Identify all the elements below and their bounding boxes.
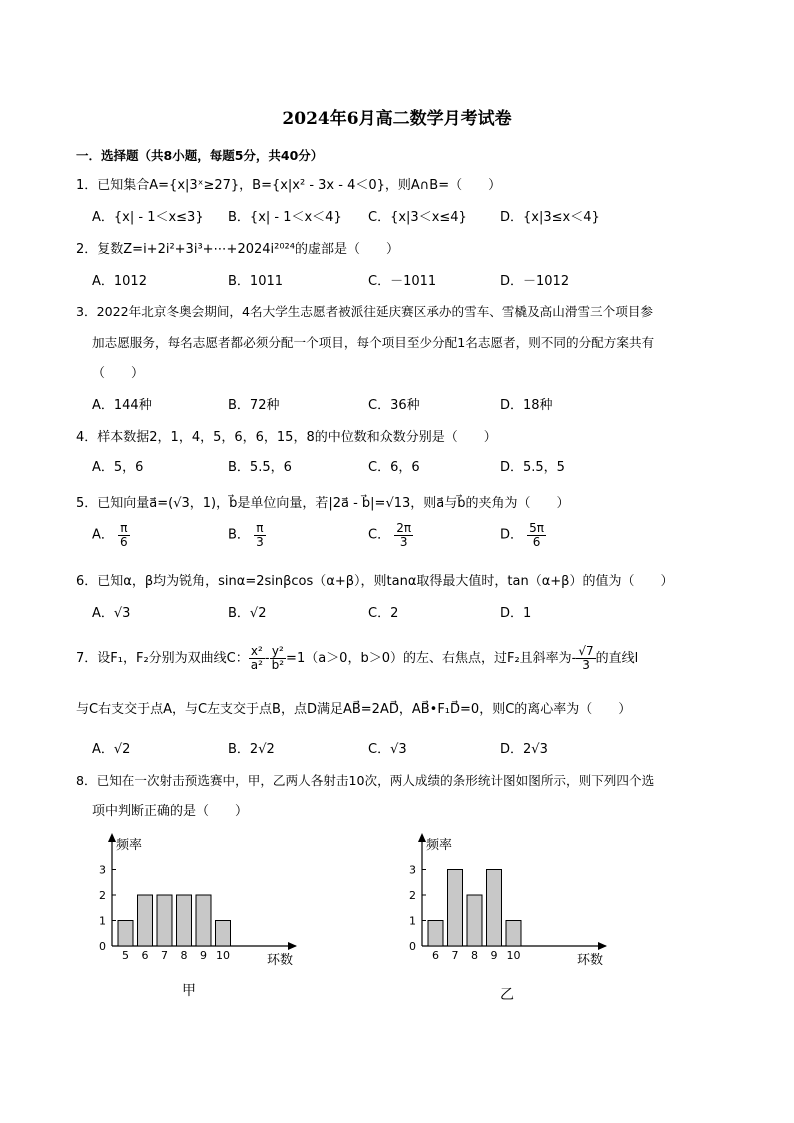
question-4-options — [92, 456, 712, 476]
option-c: C．6，6 — [368, 460, 420, 475]
option-d: D．－1012 — [500, 274, 570, 289]
numerator: 5π — [529, 521, 545, 535]
denominator: 3 — [399, 534, 408, 549]
option-a: A．√2 — [92, 742, 131, 757]
question-3-line1: 3．2022年北京冬奥会期间，4名大学生志愿者被派往延庆赛区承办的雪车、雪橇及高山滑雪三个项目参 — [76, 304, 654, 319]
option-d: D．2√3 — [500, 742, 548, 757]
question-7-line2: 与C右支交于点A，与C左支交于点B，点D满足AB⃗=2AD⃗，AB⃗•F₁D⃗=0，则C的离心率为（ ） — [76, 702, 632, 717]
option-a: A．5，6 — [92, 460, 144, 475]
q7-text-1: 7．设F₁，F₂分别为双曲线C： — [76, 651, 249, 666]
option-a: A．1012 — [92, 274, 147, 289]
numerator: π — [118, 522, 130, 536]
page-title: 2024年6月高二数学月考试卷 — [282, 109, 512, 129]
option-b: B．2√2 — [228, 742, 275, 757]
option-b: B．{x| - 1＜x＜4} — [228, 210, 342, 225]
bar-6 — [428, 921, 443, 947]
slope-sign: - — [571, 651, 577, 666]
x-tick-label: 6 — [141, 949, 149, 962]
bar-8 — [467, 895, 482, 946]
option-c — [368, 522, 413, 548]
y-tick-label: 0 — [409, 940, 416, 953]
x-tick-label: 8 — [180, 949, 188, 962]
x-tick-label: 6 — [432, 949, 439, 962]
option-letter: A． — [92, 527, 114, 543]
denominator: a² — [250, 658, 263, 672]
fraction — [118, 522, 130, 548]
x-axis-label: 环数 — [576, 953, 604, 968]
chart-yi-caption: 乙 — [500, 987, 514, 1003]
y-tick-label: 2 — [409, 889, 416, 902]
question-2-options — [92, 270, 712, 290]
option-letter: B． — [228, 527, 250, 543]
denominator: 3 — [582, 658, 590, 672]
question-7-line1 — [76, 642, 638, 676]
fraction — [254, 522, 266, 548]
y-axis-label: 频率 — [116, 838, 143, 853]
x-tick-label: 10 — [506, 949, 521, 962]
q7-text-2: =1（a＞0，b＞0）的左、右焦点，过F₂且斜率为 — [286, 651, 572, 666]
fraction-x — [249, 645, 265, 671]
option-c: C．36种 — [368, 398, 420, 413]
option-d: D．5.5，5 — [500, 460, 565, 475]
denominator: b² — [271, 658, 285, 672]
question-6-stem: 6．已知α，β均为锐角，sinα=2sinβcos（α+β），则tanα取得最大值时，tan（α+β）的值为（ ） — [76, 574, 674, 589]
chart-jia — [80, 830, 310, 972]
numerator: π — [254, 522, 266, 536]
question-4-stem: 4．样本数据2，1，4，5，6，6，15，8的中位数和众数分别是（ ） — [76, 430, 497, 445]
bar-5 — [118, 921, 133, 947]
x-tick-label: 5 — [122, 949, 129, 962]
bar-7 — [157, 895, 172, 946]
x-axis-arrow — [288, 942, 297, 950]
option-c: C．√3 — [368, 742, 407, 757]
option-b: B．5.5，6 — [228, 460, 292, 475]
question-8-line1: 8．已知在一次射击预选赛中，甲，乙两人各射击10次，两人成绩的条形统计图如图所示，则下列四个选 — [76, 773, 655, 788]
question-8-line2: 项中判断正确的是（ ） — [92, 804, 249, 819]
y-axis-arrow — [108, 833, 116, 842]
option-letter: C． — [368, 527, 391, 543]
question-7-options — [92, 738, 712, 758]
x-tick-label: 9 — [200, 949, 207, 962]
x-axis-label: 环数 — [266, 953, 294, 968]
question-1-stem: 1．已知集合A={x|3ˣ≥27}，B={x|x² - 3x - 4＜0}，则A∩B=（ ） — [76, 178, 502, 193]
x-tick-label: 8 — [471, 949, 478, 962]
bar-10 — [216, 921, 231, 947]
bar-8 — [177, 895, 192, 946]
bar-7 — [448, 870, 463, 947]
fraction — [527, 522, 546, 548]
x-tick-label: 9 — [490, 949, 498, 962]
y-tick-label: 1 — [409, 914, 416, 928]
x-tick-label: 7 — [451, 949, 459, 962]
numerator: x² — [249, 645, 265, 659]
y-tick-label: 2 — [99, 889, 106, 902]
option-a: A．144种 — [92, 398, 152, 413]
option-b: B．√2 — [228, 606, 267, 621]
option-d — [500, 522, 546, 548]
option-c: C．－1011 — [368, 274, 437, 289]
minus-sign: - — [264, 651, 270, 666]
chart-jia-caption: 甲 — [182, 983, 196, 999]
denominator: 3 — [256, 534, 264, 549]
option-a — [92, 522, 130, 548]
option-b: B．72种 — [228, 398, 280, 413]
y-tick-label: 3 — [409, 863, 416, 877]
option-c: C．2 — [368, 606, 399, 621]
denominator: 6 — [532, 534, 541, 549]
option-b — [228, 522, 266, 548]
x-axis-arrow — [598, 942, 607, 950]
bar-9 — [487, 870, 502, 947]
y-tick-label: 1 — [99, 914, 106, 928]
option-d: D．1 — [500, 606, 532, 621]
question-6-options — [92, 602, 712, 622]
question-2-stem: 2．复数Z=i+2i²+3i³+⋯+2024i²⁰²⁴的虚部是（ ） — [76, 242, 399, 257]
option-d: D．18种 — [500, 398, 553, 413]
numerator: 2π — [396, 521, 412, 535]
y-axis-label: 频率 — [426, 838, 453, 853]
question-3-line3: （ ） — [92, 366, 145, 381]
q7-text-3: 的直线l — [595, 651, 639, 666]
y-tick-label: 0 — [99, 940, 106, 953]
bar-9 — [196, 895, 211, 946]
x-tick-label: 7 — [161, 949, 168, 962]
option-a: A．√3 — [92, 606, 131, 621]
fraction-slope — [576, 645, 595, 671]
option-b: B．1011 — [228, 274, 284, 289]
y-tick-label: 3 — [99, 863, 106, 877]
y-axis-arrow — [418, 833, 426, 842]
denominator: 6 — [120, 534, 128, 549]
section-heading: 一．选择题（共8小题，每题5分，共40分） — [76, 148, 324, 163]
question-1-options — [92, 206, 712, 226]
option-letter: D． — [500, 527, 524, 543]
question-5-options — [92, 522, 712, 562]
fraction — [394, 522, 413, 548]
numerator: y² — [270, 645, 286, 659]
numerator: √7 — [578, 644, 594, 659]
question-5-stem: 5．已知向量a⃗=(√3，1)，b⃗是单位向量，若|2a⃗ - b⃗|=√13，则a⃗与b⃗的夹角为（ ） — [76, 496, 570, 511]
x-tick-label: 10 — [216, 949, 230, 962]
question-3-options — [92, 394, 712, 414]
bar-10 — [506, 921, 521, 947]
chart-yi — [390, 830, 620, 972]
option-a: A．{x| - 1＜x≤3} — [92, 210, 204, 225]
question-3-line2: 加志愿服务，每名志愿者都必须分配一个项目，每个项目至少分配1名志愿者，则不同的分配方案共有 — [92, 335, 655, 350]
option-d: D．{x|3≤x＜4} — [500, 210, 600, 225]
option-c: C．{x|3＜x≤4} — [368, 210, 467, 225]
bar-6 — [138, 895, 153, 946]
fraction-y — [270, 645, 286, 671]
